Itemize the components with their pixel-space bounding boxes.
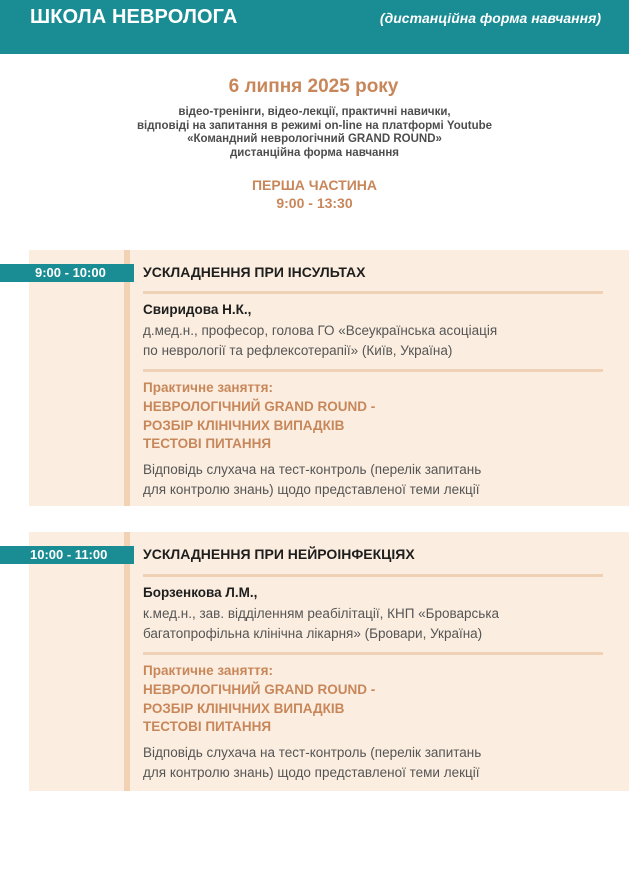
session-block-2 (29, 532, 629, 791)
separator-line (143, 652, 603, 655)
session-note (143, 460, 603, 500)
speaker-name: Борзенкова Л.М., (143, 585, 258, 600)
practice-label: Практичне заняття: (143, 380, 274, 395)
intro-line: «Командний неврологічний GRAND ROUND» (187, 133, 442, 145)
session-content (143, 250, 603, 500)
speaker-desc-line: по неврології та рефлексотерапії» (Київ, Україна) (143, 343, 453, 358)
session-time: 10:00 - 11:00 (30, 547, 108, 562)
part-time: 9:00 - 13:30 (276, 195, 353, 211)
session-time-tag-1 (0, 264, 134, 282)
note-line: для контролю знань) щодо представленої теми лекції (143, 481, 480, 497)
part-title: ПЕРША ЧАСТИНА (251, 177, 377, 193)
note-line: Відповідь слухача на тест-контроль (перелік запитань (143, 461, 482, 477)
speaker-desc-line: к.мед.н., зав. відділенням реабілітації, КНП «Броварська (143, 606, 500, 621)
event-date: 6 липня 2025 року (228, 76, 399, 97)
intro-line: відповіді на запитання в режимі on-line на платформі Youtube (136, 119, 493, 132)
part-heading (0, 176, 629, 212)
session-content (143, 532, 603, 783)
intro-line: дистанційна форма навчання (229, 146, 399, 159)
separator-line (143, 574, 603, 577)
session-note (143, 743, 603, 783)
school-subtitle: (дистанційна форма навчання) (379, 10, 601, 26)
note-line: Відповідь слухача на тест-контроль (перелік запитань (143, 744, 482, 760)
separator-line (143, 369, 603, 372)
session-title-2: УСКЛАДНЕННЯ ПРИ НЕЙРОІНФЕКЦІЯХ (143, 546, 415, 562)
practice-title-line: РОЗБІР КЛІНІЧНИХ ВИПАДКІВ (143, 417, 345, 433)
speaker-name: Свиридова Н.К., (143, 302, 252, 317)
speaker-description (143, 321, 603, 361)
intro-section (0, 76, 629, 212)
practice-title (143, 398, 603, 454)
practice-title-line: ТЕСТОВІ ПИТАННЯ (143, 436, 272, 451)
note-line: для контролю знань) щодо представленої теми лекції (143, 764, 480, 780)
separator-line (143, 291, 603, 294)
school-title: ШКОЛА НЕВРОЛОГА (30, 6, 238, 28)
practice-title (143, 681, 603, 737)
intro-line: відео-тренінги, відео-лекції, практичні навички, (178, 106, 451, 118)
session-block-1 (29, 250, 629, 506)
header-bar (0, 0, 629, 54)
practice-label: Практичне заняття: (143, 663, 274, 678)
practice-title-line: ТЕСТОВІ ПИТАННЯ (143, 719, 272, 734)
speaker-description (143, 604, 603, 644)
speaker-desc-line: багатопрофільна клінічна лікарня» (Бровари, Україна) (143, 626, 483, 641)
practice-title-line: РОЗБІР КЛІНІЧНИХ ВИПАДКІВ (143, 700, 345, 716)
session-divider (124, 250, 130, 506)
practice-title-line: НЕВРОЛОГІЧНИЙ GRAND ROUND - (143, 399, 376, 414)
session-title-1: УСКЛАДНЕННЯ ПРИ ІНСУЛЬТАХ (143, 264, 366, 280)
intro-description (0, 106, 629, 160)
practice-title-line: НЕВРОЛОГІЧНИЙ GRAND ROUND - (143, 682, 376, 697)
speaker-desc-line: д.мед.н., професор, голова ГО «Всеукраїнська асоціація (143, 323, 498, 338)
session-divider (124, 532, 130, 791)
session-time: 9:00 - 10:00 (35, 265, 106, 280)
session-time-tag-2 (0, 546, 134, 564)
